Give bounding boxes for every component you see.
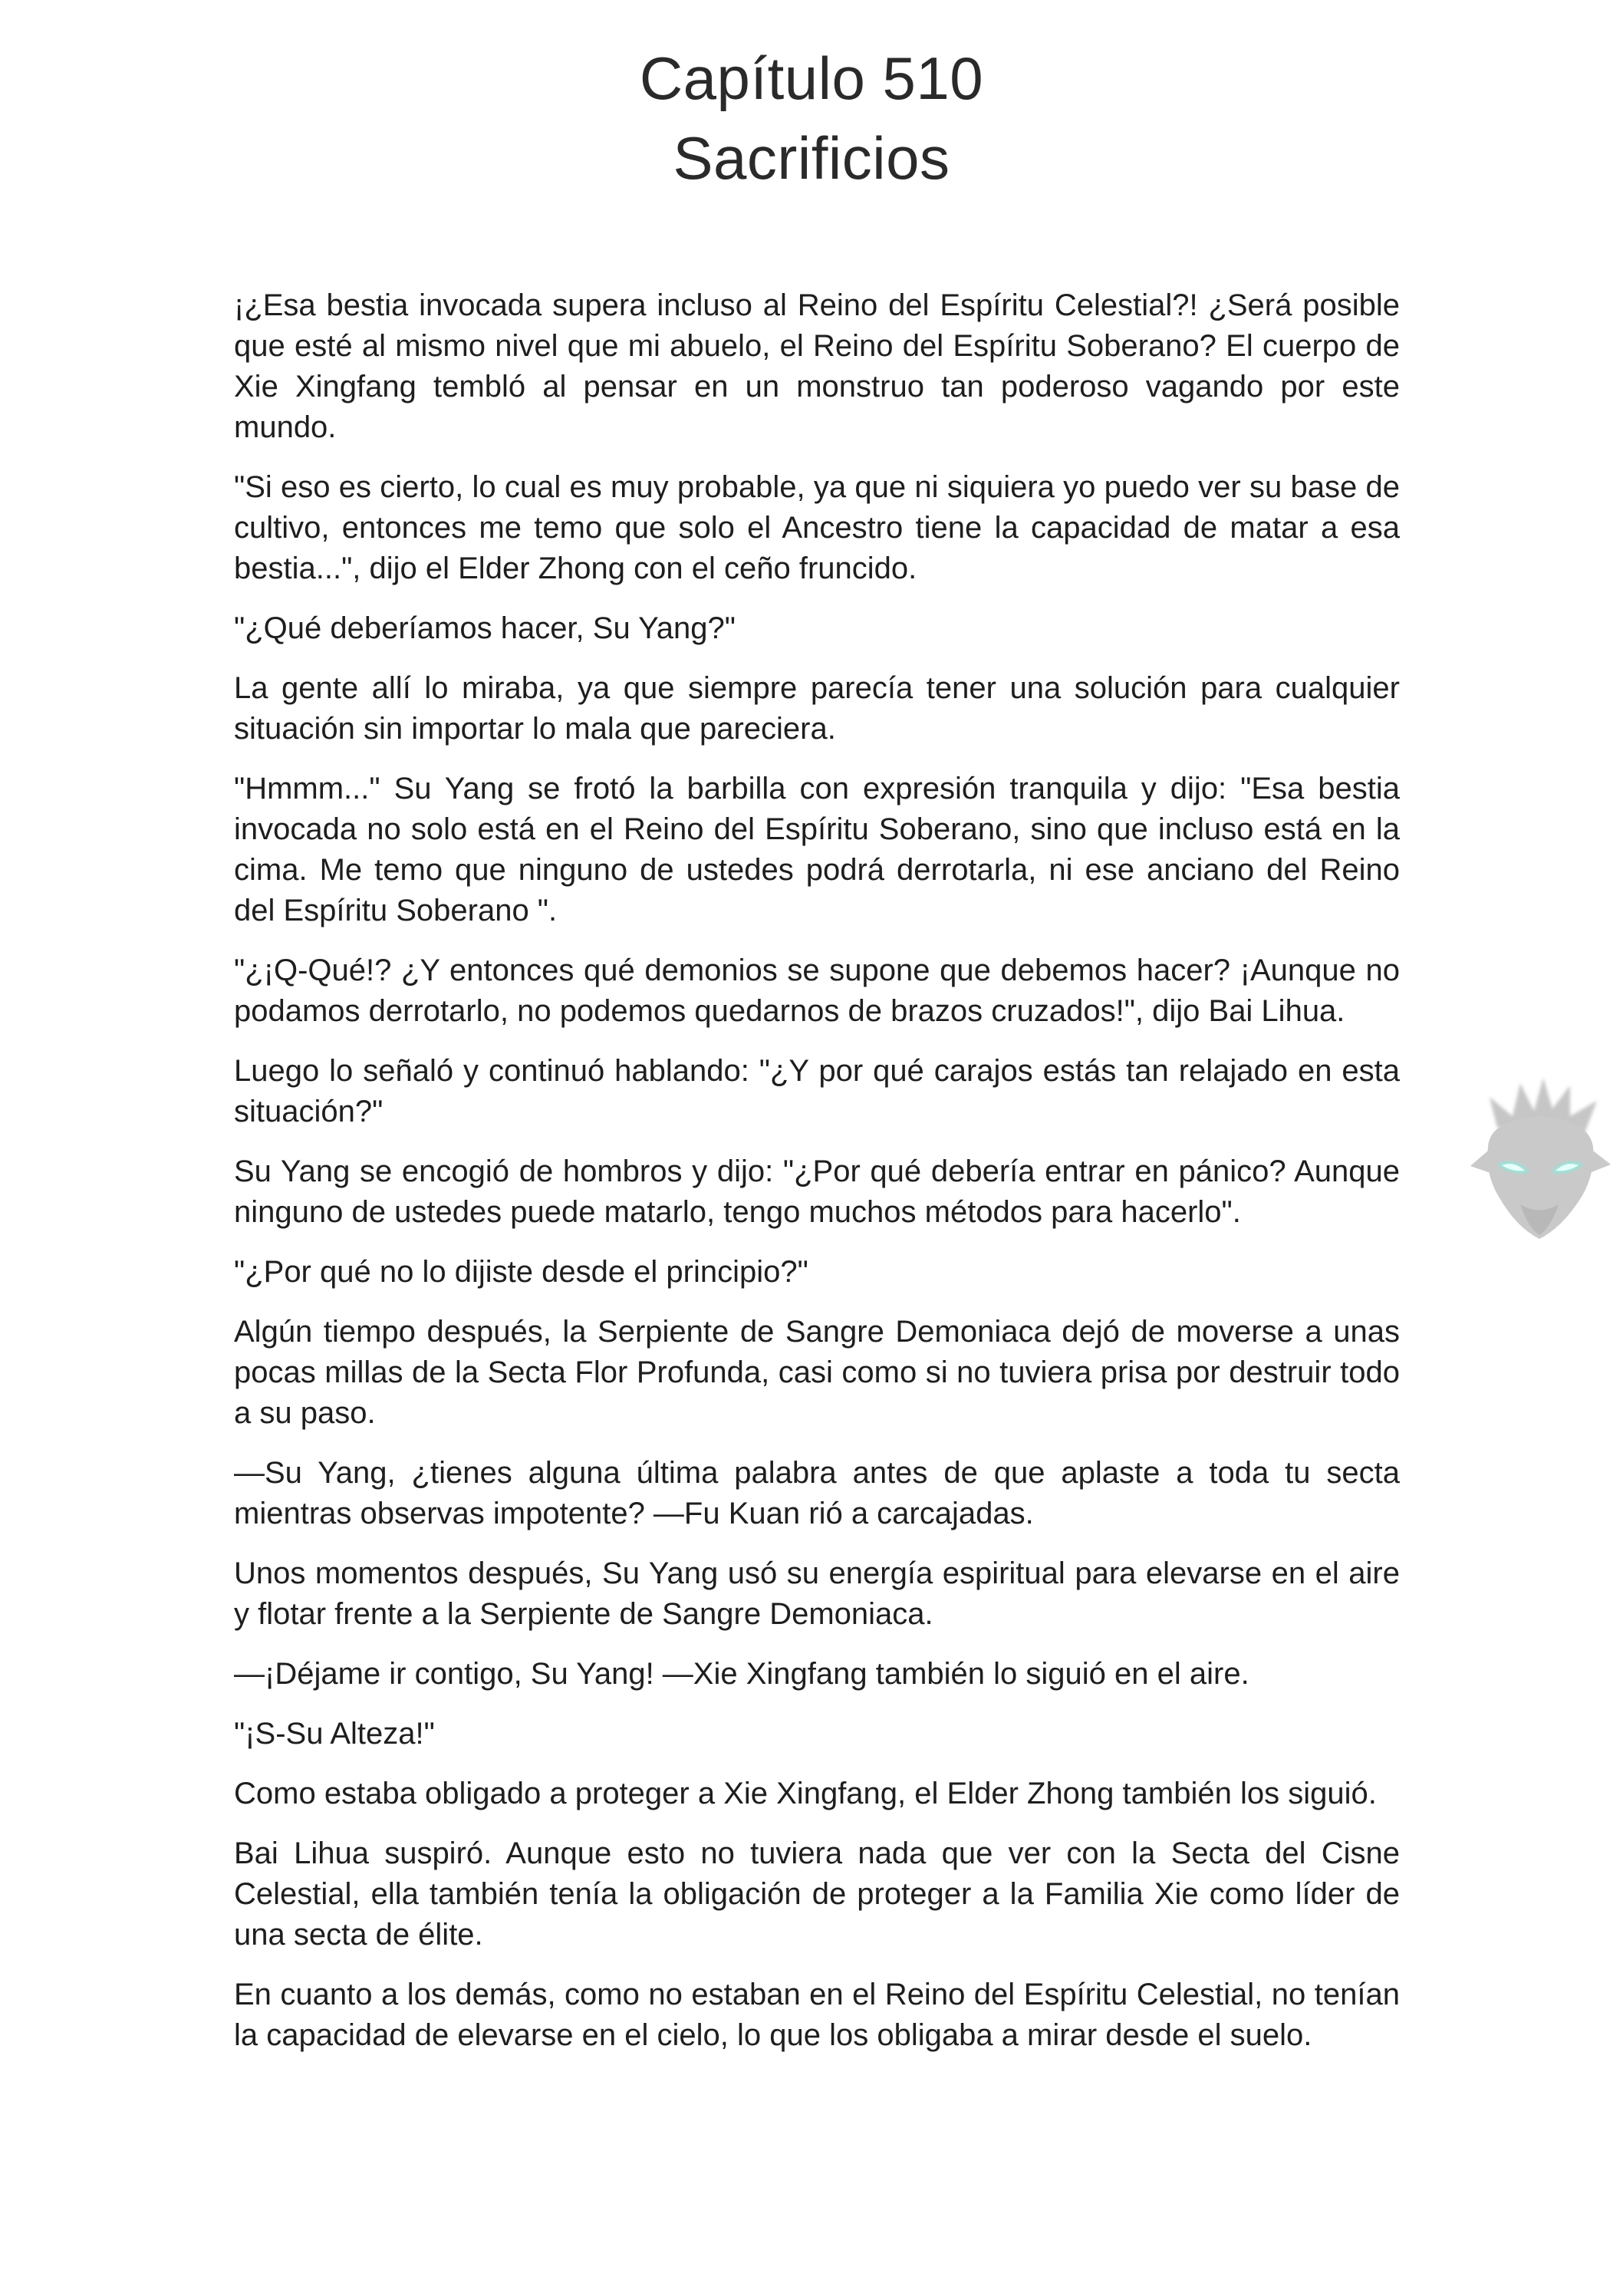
- paragraph: Bai Lihua suspiró. Aunque esto no tuviera nada que ver con la Secta del Cisne Celestial, ella también tenía la obligación de proteger a la Familia Xie como líder de una secta de élite.: [234, 1836, 1400, 1952]
- chapter-subtitle: Sacrificios: [673, 124, 950, 192]
- paragraph: Como estaba obligado a proteger a Xie Xingfang, el Elder Zhong también los siguió.: [234, 1777, 1377, 1810]
- chapter-title: Capítulo 510: [639, 44, 984, 112]
- paragraph: Su Yang se encogió de hombros y dijo: "¿Por qué debería entrar en pánico? Aunque ninguno de ustedes puede matarlo, tengo muchos métodos para hacerlo".: [234, 1155, 1400, 1229]
- paragraph: Luego lo señaló y continuó hablando: "¿Y por qué carajos estás tan relajado en esta situación?": [234, 1054, 1400, 1128]
- paragraph: "Si eso es cierto, lo cual es muy probable, ya que ni siquiera yo puedo ver su base de cultivo, entonces me temo que solo el Ancestro tiene la capacidad de matar a esa bestia...", dijo el Elder Zhong con el ceño fruncido.: [234, 470, 1400, 585]
- chapter-body: [234, 285, 1400, 2075]
- paragraph: Unos momentos después, Su Yang usó su energía espiritual para elevarse en el aire y flotar frente a la Serpiente de Sangre Demoniaca.: [234, 1556, 1400, 1631]
- paragraph: "¡S-Su Alteza!": [234, 1717, 435, 1751]
- chapter-heading: [0, 38, 1623, 198]
- paragraph: "¿Por qué no lo dijiste desde el principio?": [234, 1255, 808, 1289]
- paragraph: "Hmmm..." Su Yang se frotó la barbilla con expresión tranquila y dijo: "Esa bestia invocada no solo está en el Reino del Espíritu Soberano, sino que incluso está en la cima. Me temo que ninguno de ustedes podrá derrotarla, ni ese anciano del Reino del Espíritu Soberano ".: [234, 772, 1400, 927]
- paragraph: ¡¿Esa bestia invocada supera incluso al Reino del Espíritu Celestial?! ¿Será posible que esté al mismo nivel que mi abuelo, el Reino del Espíritu Soberano? El cuerpo de Xie Xingfang tembló al pensar en un monstruo tan poderoso vagando por este mundo.: [234, 288, 1400, 444]
- demon-head-icon: [1467, 1074, 1612, 1243]
- paragraph: —Su Yang, ¿tienes alguna última palabra antes de que aplaste a toda tu secta mientras observas impotente? —Fu Kuan rió a carcajadas.: [234, 1456, 1400, 1530]
- paragraph: En cuanto a los demás, como no estaban en el Reino del Espíritu Celestial, no tenían la capacidad de elevarse en el cielo, lo que los obligaba a mirar desde el suelo.: [234, 1978, 1400, 2052]
- paragraph: La gente allí lo miraba, ya que siempre parecía tener una solución para cualquier situación sin importar lo mala que pareciera.: [234, 671, 1400, 746]
- paragraph: "¿Qué deberíamos hacer, Su Yang?": [234, 611, 736, 645]
- paragraph: "¿¡Q-Qué!? ¿Y entonces qué demonios se supone que debemos hacer? ¡Aunque no podamos derrotarlo, no podemos quedarnos de brazos cruzados!", dijo Bai Lihua.: [234, 954, 1400, 1028]
- paragraph: Algún tiempo después, la Serpiente de Sangre Demoniaca dejó de moverse a unas pocas millas de la Secta Flor Profunda, casi como si no tuviera prisa por destruir todo a su paso.: [234, 1315, 1400, 1430]
- paragraph: —¡Déjame ir contigo, Su Yang! —Xie Xingfang también lo siguió en el aire.: [234, 1657, 1249, 1691]
